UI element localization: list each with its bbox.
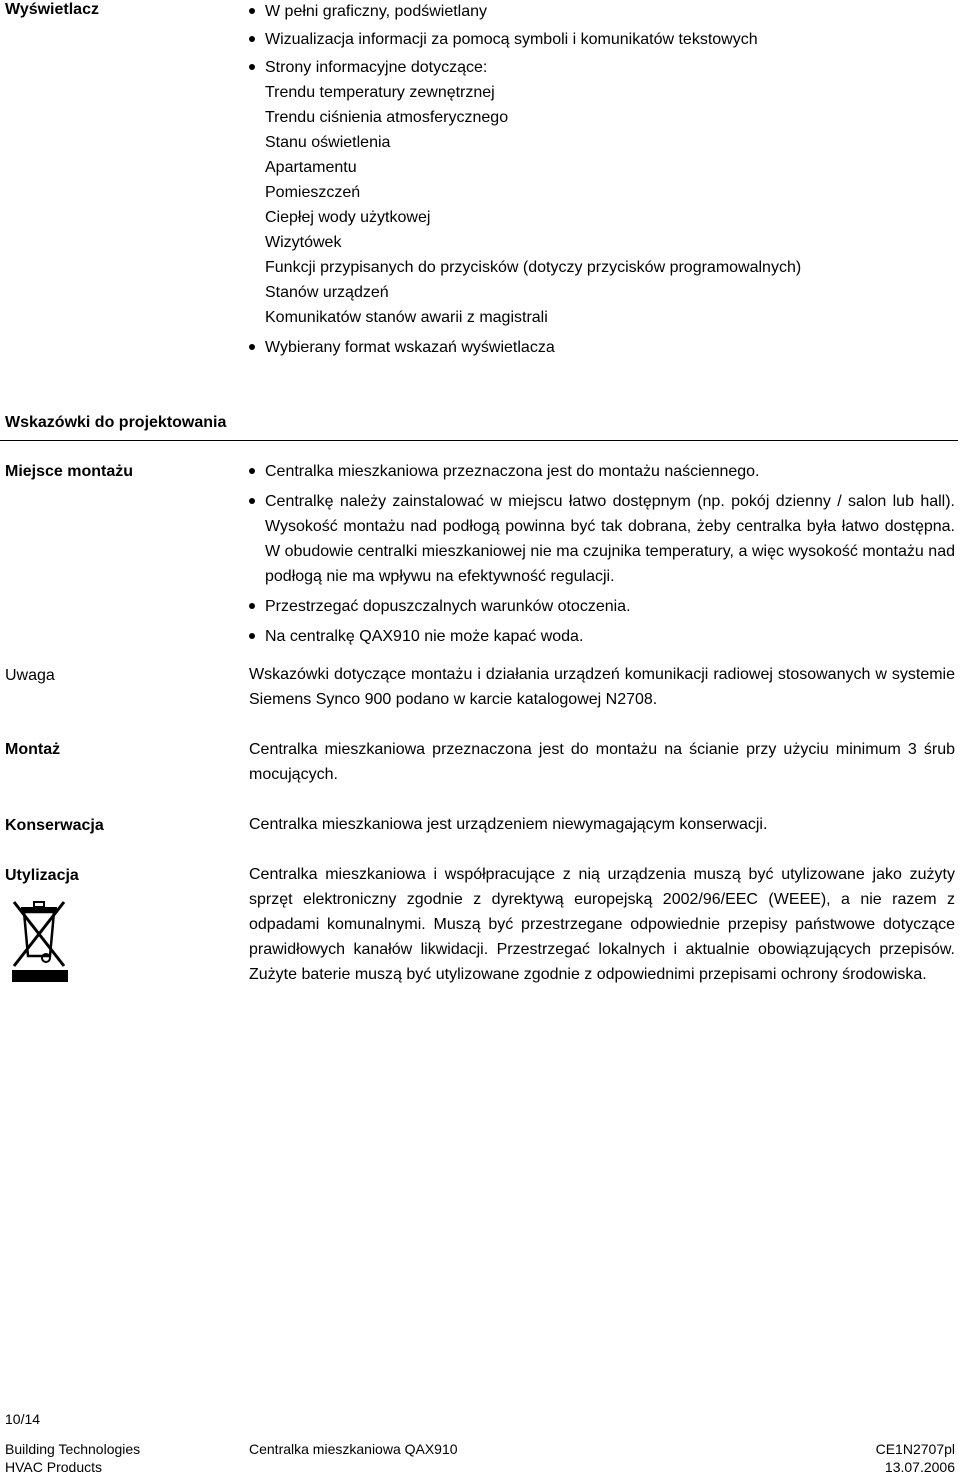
- footer-division: HVAC Products: [5, 1459, 102, 1475]
- note-text: Wskazówki dotyczące montażu i działania urządzeń komunikacji radiowej stosowanych w systemie Siemens Synco 900 podano w karcie katalogowej N2708.: [249, 666, 955, 708]
- display-subitem-text: Apartamentu: [265, 159, 357, 176]
- weee-crossed-bin-icon: [10, 896, 68, 982]
- bullet-icon: [249, 468, 255, 474]
- bullet-icon: [249, 36, 255, 42]
- mounting-location-list-container: [249, 459, 955, 649]
- section-divider: [0, 440, 958, 441]
- note-label: Uwaga: [5, 667, 55, 684]
- section-title: Wskazówki do projektowania: [5, 414, 227, 431]
- mounting-location-item: [249, 459, 955, 484]
- page-number: 10/14: [5, 1411, 41, 1427]
- mounting-location-item-text: Na centralkę QAX910 nie może kapać woda.: [265, 628, 584, 645]
- display-list-item: [249, 27, 955, 52]
- mounting-text: Centralka mieszkaniowa przeznaczona jest do montażu na ścianie przy użyciu minimum 3 śrub mocujących.: [249, 741, 955, 783]
- display-subitem-text: Wizytówek: [265, 234, 342, 251]
- display-subitem-text: Trendu ciśnienia atmosferycznego: [265, 109, 509, 126]
- display-subitem-text: Trendu temperatury zewnętrznej: [265, 84, 495, 101]
- footer-company: Building Technologies: [5, 1441, 141, 1457]
- display-list-container: [249, 0, 955, 360]
- mounting-location-item-text: Centralka mieszkaniowa przeznaczona jest do montażu naściennego.: [265, 463, 760, 480]
- footer-date: 13.07.2006: [884, 1459, 955, 1475]
- bullet-icon: [249, 603, 255, 609]
- display-subitem-text: Ciepłej wody użytkowej: [265, 209, 431, 226]
- mounting-location-item: [249, 489, 955, 589]
- display-item-text: W pełni graficzny, podświetlany: [265, 3, 488, 20]
- maintenance-text: Centralka mieszkaniowa jest urządzeniem niewymagającym konserwacji.: [249, 816, 768, 833]
- display-list-item: [249, 0, 955, 24]
- mounting-location-list: [249, 459, 955, 649]
- display-list-item: [249, 335, 955, 360]
- display-subitem-text: Stanów urządzeń: [265, 284, 389, 301]
- mounting-location-item-text: Centralkę należy zainstalować w miejscu łatwo dostępnym (np. pokój dzienny / salon lub hall). Wysokość montażu nad podłogą powinna być tak dobrana, żeby centralka była łatwo dostępna. W obudowie centralki mieszkaniowej nie ma czujnika temperatury, a więc wysokość montażu nad podłogą nie ma wpływu na efektywność regulacji.: [265, 493, 955, 585]
- display-item-text: Wybierany format wskazań wyświetlacza: [265, 339, 555, 356]
- footer-doc-id: CE1N2707pl: [875, 1441, 955, 1457]
- mounting-location-item: [249, 624, 955, 649]
- bullet-icon: [249, 64, 255, 70]
- display-subitem-text: Komunikatów stanów awarii z magistrali: [265, 309, 548, 326]
- disposal-label: Utylizacja: [5, 867, 79, 884]
- display-list: [249, 0, 955, 360]
- display-item-text: Wizualizacja informacji za pomocą symboli i komunikatów tekstowych: [265, 31, 758, 48]
- display-list-item: [249, 55, 955, 330]
- mounting-location-item-text: Przestrzegać dopuszczalnych warunków otoczenia.: [265, 598, 631, 615]
- bullet-icon: [249, 8, 255, 14]
- disposal-text: Centralka mieszkaniowa i współpracujące z nią urządzenia muszą być utylizowane jako zużyty sprzęt elektroniczny zgodnie z dyrektywą europejską 2002/96/EEC (WEEE), a nie razem z odpadami komunalnymi. Muszą być przestrzegane odpowiednie przepisy państwowe dotyczące prawidłowych kanałów likwidacji. Przestrzegać lokalnych i aktualnie obowiązujących przepisów. Zużyte baterie muszą być utylizowane zgodnie z odpowiednimi przepisami ochrony środowiska.: [249, 866, 955, 983]
- mounting-location-item: [249, 594, 955, 619]
- bullet-icon: [249, 344, 255, 350]
- maintenance-label: Konserwacja: [5, 817, 104, 834]
- display-label: Wyświetlacz: [5, 1, 99, 18]
- footer-product: Centralka mieszkaniowa QAX910: [249, 1441, 458, 1457]
- display-subitem-text: Pomieszczeń: [265, 184, 361, 201]
- bullet-icon: [249, 633, 255, 639]
- mounting-location-label: Miejsce montażu: [5, 463, 134, 480]
- display-subitem-text: Funkcji przypisanych do przycisków (dotyczy przycisków programowalnych): [265, 259, 802, 276]
- bullet-icon: [249, 498, 255, 504]
- mounting-label: Montaż: [5, 741, 61, 758]
- display-subitem-text: Stanu oświetlenia: [265, 134, 391, 151]
- display-item-text: Strony informacyjne dotyczące:: [265, 59, 488, 76]
